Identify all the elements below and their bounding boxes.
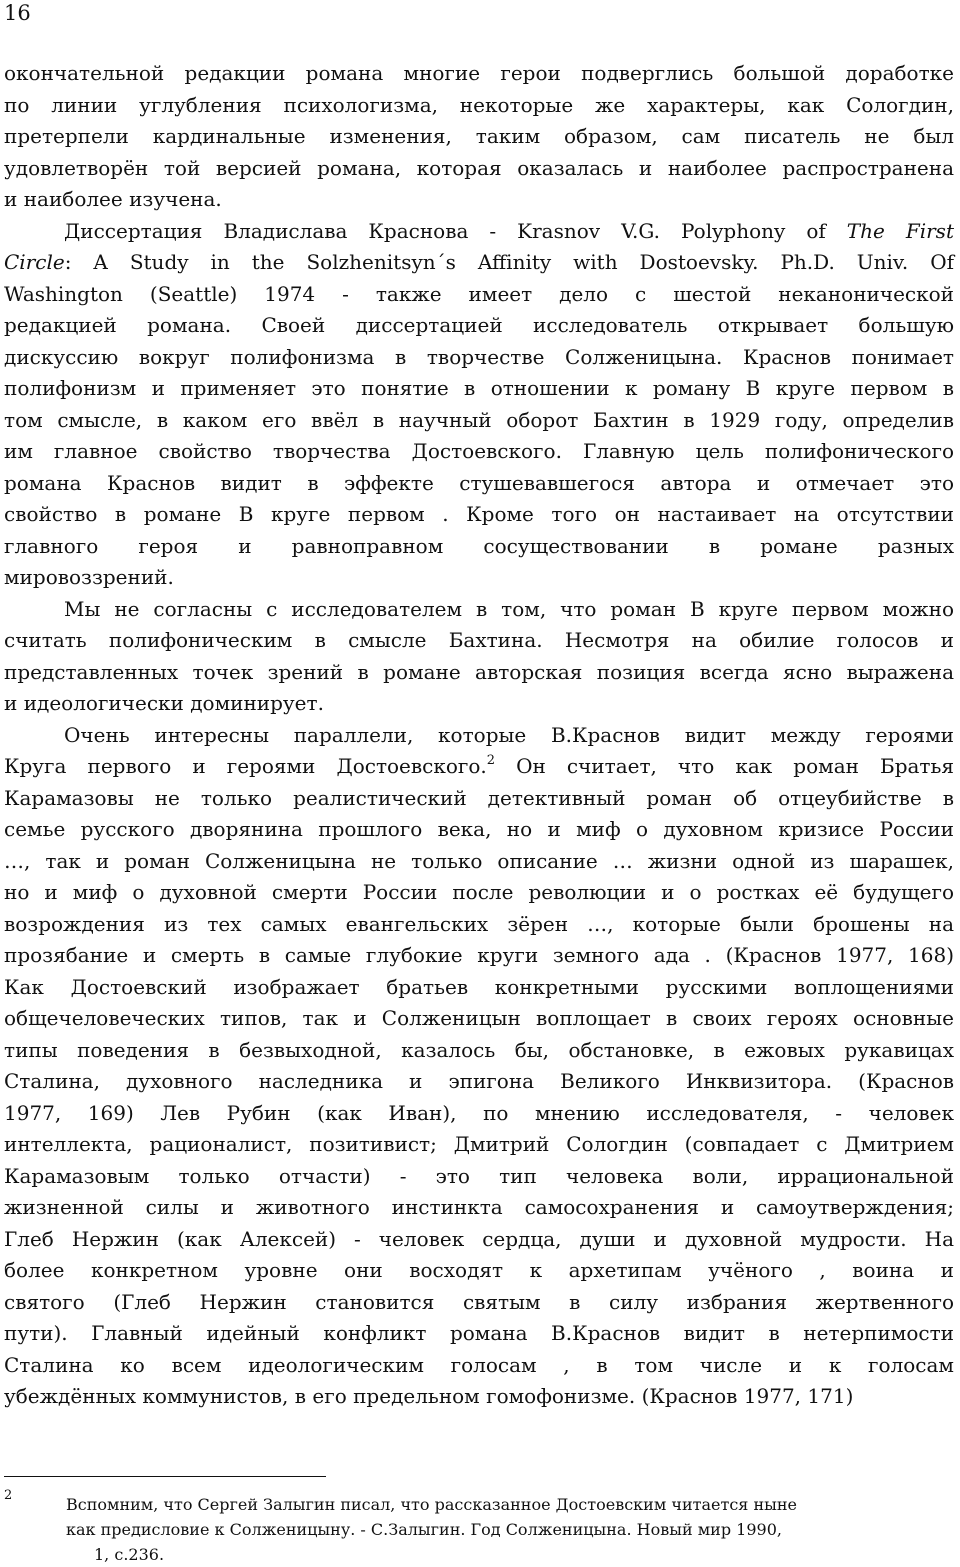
footnote-mark: 2 (4, 1488, 13, 1503)
text-line: Очень интересны параллели, которые В.Краснов видит между героями (64, 722, 954, 747)
text-line: и идеологически доминирует. (4, 691, 324, 715)
footnote-divider (4, 1476, 326, 1477)
text-line: прозябание и смерть в самые глубокие круги земного ада . (Краснов 1977, 168) (4, 943, 954, 967)
text-line: считать полифоническим в смысле Бахтина. Несмотря на обилие голосов и (4, 628, 954, 652)
text-line: том смысле, в каком его ввёл в научный оборот Бахтин в 1929 году, определив (4, 407, 954, 432)
text-line (4, 216, 954, 248)
text-line: Washington (Seattle) 1974 - также имеет дело с шестой неканонической (4, 281, 954, 306)
text-line: Мы не согласны с исследователем в том, что роман В круге первом можно (64, 596, 954, 621)
text-line: жизненной силы и животного инстинкта самосохранения и самоутверждения; (4, 1195, 954, 1219)
text-line: им главное свойство творчества Достоевского. Главную цель полифонического (4, 439, 954, 463)
text-line: общечеловеческих типов, так и Солженицын воплощает в своих героях основные (4, 1006, 954, 1030)
text-line: полифонизм и применяет это понятие в отношении к роману В круге первом в (4, 376, 954, 400)
text-line: Как Достоевский изображает братьев конкретными русскими воплощениями (4, 974, 954, 999)
text-segment: Он считает, что как роман Братья (495, 754, 954, 778)
text-line: свойство в романе В круге первом . Кроме того он настаивает на отсутствии (4, 502, 954, 526)
text-line: Карамазовым только отчасти) - это тип человека воли, иррациональной (4, 1163, 954, 1188)
footnote-line: как предисловие к Солженицыну. - С.Залыгин. Год Солженицына. Новый мир 1990, (66, 1520, 782, 1539)
page-number: 16 (4, 1, 31, 25)
text-line: Сталина, духовного наследника и эпигона Великого Инквизитора. (Краснов (4, 1069, 954, 1093)
text-line: возрождения из тех самых евангельских зёрен …, которые были брошены на (4, 911, 954, 936)
text-line: интеллекта, рационалист, позитивист; Дмитрий Сологдин (совпадает с Дмитрием (4, 1132, 954, 1156)
text-line: Карамазовы не только реалистический детективный роман об отцеубийстве в (4, 785, 954, 810)
text-line: более конкретном уровне они восходят к архетипам учёного , воина и (4, 1258, 954, 1282)
text-line: главного героя и равноправном сосуществовании в романе разных (4, 533, 954, 558)
text-line: семье русского дворянина прошлого века, но и миф о духовном кризисе России (4, 817, 954, 841)
text-line: претерпели кардинальные изменения, таким образом, сам писатель не был (4, 124, 954, 148)
text-line (4, 247, 954, 279)
text-line: Глеб Нержин (как Алексей) - человек сердца, души и духовной мудрости. На (4, 1226, 954, 1251)
text-line: Сталина ко всем идеологическим голосам , в том числе и к голосам (4, 1352, 954, 1377)
text-line: романа Краснов видит в эффекте стушевавшегося автора и отмечает это (4, 470, 954, 495)
text-line (4, 751, 954, 783)
text-line: 1977, 169) Лев Рубин (как Иван), по мнению исследователя, - человек (4, 1100, 954, 1125)
text-line: типы поведения в безвыходной, казалось бы, обстановке, в ежовых рукавицах (4, 1037, 954, 1062)
text-line: святого (Глеб Нержин становится святым в силу избрания жертвенного (4, 1289, 954, 1314)
text-segment: Круга первого и героями Достоевского. (4, 754, 487, 778)
text-line: редакцией романа. Своей диссертацией исследователь открывает большую (4, 313, 954, 337)
text-line: удовлетворён той версией романа, которая оказалась и наиболее распространена (4, 155, 954, 180)
footnote-text (66, 1492, 946, 1567)
footnote-reference: 2 (486, 753, 496, 768)
book-title-segment: Circle (4, 250, 65, 274)
text-line: убеждённых коммунистов, в его предельном гомофонизме. (Краснов 1977, 171) (4, 1384, 854, 1408)
footnote-line: 1, с.236. (94, 1545, 165, 1564)
text-line: дискуссию вокруг полифонизма в творчестве Солженицына. Краснов понимает (4, 344, 954, 369)
text-line: пути). Главный идейный конфликт романа В.Краснов видит в нетерпимости (4, 1321, 954, 1345)
text-line: по линии углубления психологизма, некоторые же характеры, как Сологдин, (4, 92, 954, 117)
text-segment: Диссертация Владислава Краснова - Krasnov V.G. Polyphony of (64, 218, 847, 243)
text-line: но и миф о духовной смерти России после революции и о ростках её будущего (4, 880, 954, 904)
book-title-segment: The First (846, 218, 954, 243)
text-line: мировоззрений. (4, 565, 174, 589)
text-line: и наиболее изучена. (4, 187, 222, 211)
body-text (4, 58, 954, 1413)
text-line: окончательной редакции романа многие герои подверглись большой доработке (4, 61, 954, 85)
text-line: представленных точек зрений в романе авторская позиция всегда ясно выражена (4, 659, 954, 684)
text-segment: : A Study in the Solzhenitsyn´s Affinity with Dostoevsky. Ph.D. Univ. Of (64, 250, 954, 274)
footnote-line: Вспомним, что Сергей Залыгин писал, что рассказанное Достоевским читается ныне (66, 1495, 797, 1514)
text-line: …, так и роман Солженицына не только описание … жизни одной из шарашек, (4, 848, 954, 873)
